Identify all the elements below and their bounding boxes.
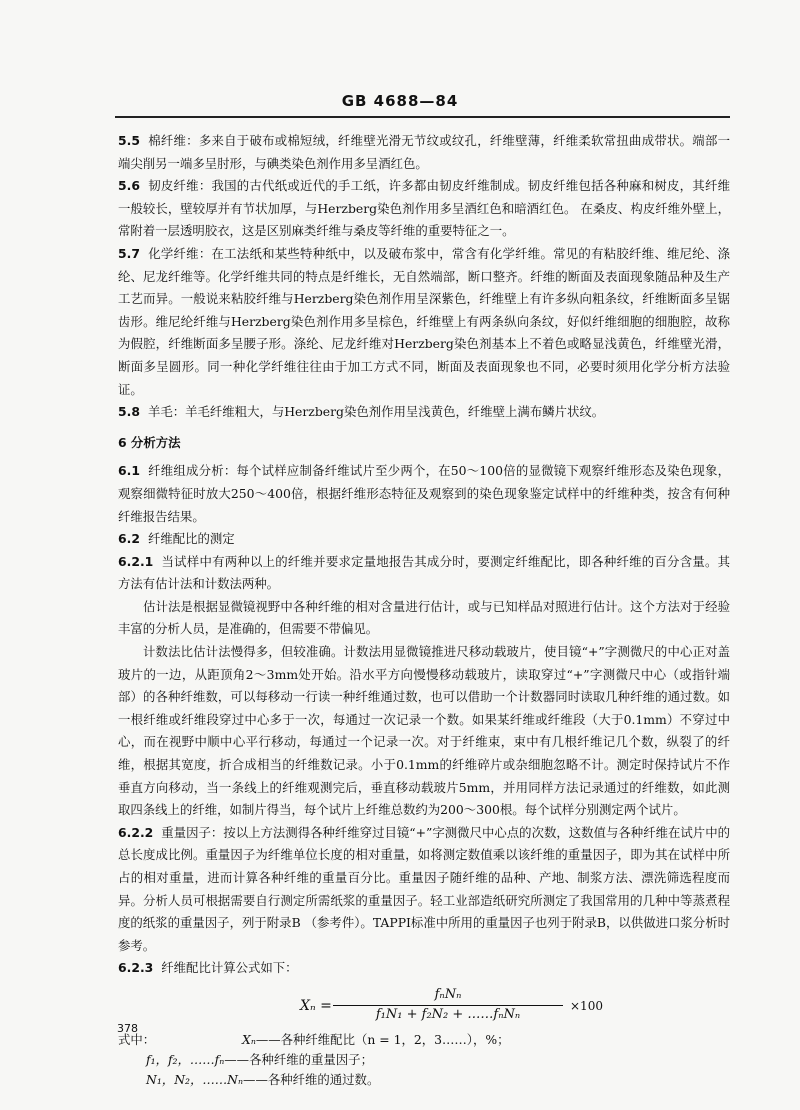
formula-fraction — [333, 986, 563, 1024]
legend-symbol: N₁，N₂，……Nₙ — [146, 1071, 244, 1087]
page-number: 378 — [117, 1022, 138, 1035]
legend-row — [118, 1070, 730, 1090]
clause-6-2-2 — [118, 822, 730, 958]
clause-6-2-3 — [118, 957, 730, 980]
clause-text: 纤维组成分析：每个试样应制备纤维试片至少两个，在50～100倍的显微镜下观察纤维形态及染色现象，观察细微特征时放大250～400倍，根据纤维形态特征及观察到的染色现象鉴定试样中的纤维种类，按含有何种纤维报告结果。 — [118, 463, 730, 524]
formula-multiplier: ×100 — [570, 998, 603, 1013]
clause-number: 6.2.1 — [118, 553, 154, 569]
clause-6-1 — [118, 460, 730, 528]
standard-number-header: GB 4688—84 — [341, 92, 459, 110]
clause-6-2-1 — [118, 551, 730, 596]
clause-number: 6.1 — [118, 463, 140, 479]
header-rule — [115, 116, 730, 118]
clause-number: 6.2.2 — [118, 824, 154, 840]
paragraph-estimation-method: 估计法是根据显微镜视野中各种纤维的相对含量进行估计，或与已知样品对照进行估计。这个方法对于经验丰富的分析人员，是准确的，但需要不带偏见。 — [118, 598, 730, 637]
clause-number: 5.8 — [118, 404, 140, 420]
clause-5-7 — [118, 243, 730, 401]
clause-5-8 — [118, 401, 730, 424]
legend-row — [118, 1030, 730, 1050]
legend-text: ——各种纤维的重量因子； — [224, 1051, 373, 1067]
legend-symbol: f₁，f₂，……fₙ — [146, 1051, 225, 1067]
clause-5-5 — [118, 130, 730, 175]
paragraph-counting-method: 计数法比估计法慢得多，但较准确。计数法用显微镜推进尺移动载玻片，使目镜“+”字测微尺的中心正对盖玻片的一边，从距顶角2～3mm处开始。沿水平方向慢慢移动载玻片，读取穿过“+”字测微尺中心（或指针端部）的各种纤维数，可以每移动一行读一种纤维通过数，也可以借助一个计数器同时读取几种纤维的通过数。如一根纤维或纤维段穿过中心多于一次，每通过一次记录一个数。如果某纤维或纤维段（大于0.1mm）不穿过中心，而在视野中顺中心平行移动，每通过一个记录一次。对于纤维束，束中有几根纤维记几个数，纵裂了的纤维，根据其宽度，折合成相当的纤维数记录。小于0.1mm的纤维碎片或杂细胞忽略不计。测定时保持试片不作垂直方向移动，当一条线上的纤维观测完后，垂直移动载玻片5mm，并用同样方法记录通过的纤维数，如此测取四条线上的纤维，如制片得当，每个试片上纤维总数约为200～300根。每个试样分别测定两个试片。 — [118, 644, 730, 818]
clause-text: 重量因子：按以上方法测得各种纤维穿过目镜“+”字测微尺中心点的次数，这数值与各种纤维在试片中的总长度成比例。重量因子为纤维单位长度的相对重量，如将测定数值乘以该纤维的重量因子，即为其在试样中所占的相对重量，进而计算各种纤维的重量百分比。重量因子随纤维的品种、产地、制浆方法、漂洗筛选程度而异。分析人员可根据需要自行测定所需纸浆的重量因子。轻工业部造纸研究所测定了我国常用的几种中等蒸煮程度的纸浆的重量因子，列于附录B （参考件）。TAPPI标准中所用的重量因子也列于附录B，以供做进口浆分析时参考。 — [118, 824, 730, 953]
clause-text: 当试样中有两种以上的纤维并要求定量地报告其成分时，要测定纤维配比，即各种纤维的百分含量。其方法有估计法和计数法两种。 — [118, 553, 730, 592]
clause-text: 纤维配比的测定 — [147, 531, 235, 547]
formula-denominator: f₁N₁ + f₂N₂ + ……fₙNₙ — [375, 1006, 521, 1022]
clause-number: 6.2.3 — [118, 960, 154, 976]
fiber-ratio-formula — [118, 986, 730, 1026]
legend-text: ——各种纤维配比（n = 1，2，3……），%； — [255, 1031, 510, 1047]
clause-text: 纤维配比计算公式如下： — [161, 960, 298, 976]
legend-symbol: Xₙ — [242, 1031, 256, 1047]
formula-legend — [118, 1030, 730, 1090]
clause-number: 6.2 — [118, 531, 140, 547]
clause-text: 羊毛：羊毛纤维粗大，与Herzberg染色剂作用呈浅黄色，纤维壁上满布鳞片状纹。 — [147, 404, 605, 420]
document-body — [118, 130, 730, 1090]
clause-number: 5.7 — [118, 245, 140, 261]
clause-text: 棉纤维：多来自于破布或棉短绒，纤维壁光滑无节纹或纹孔，纤维壁薄，纤维柔软常扭曲成带状。端部一端尖削另一端多呈肘形，与碘类染色剂作用多呈酒红色。 — [118, 133, 730, 171]
clause-5-6 — [118, 175, 730, 243]
legend-text: ——各种纤维的通过数。 — [243, 1071, 380, 1087]
clause-number: 5.6 — [118, 178, 140, 194]
legend-label: 式中： — [118, 1031, 156, 1047]
formula-lhs: Xₙ = — [300, 997, 332, 1014]
formula-numerator: fₙNₙ — [333, 986, 563, 1006]
legend-row — [118, 1050, 730, 1070]
clause-number: 5.5 — [118, 133, 140, 148]
section-6-heading: 6 分析方法 — [118, 434, 181, 450]
clause-6-2 — [118, 528, 730, 551]
clause-text: 韧皮纤维：我国的古代纸或近代的手工纸，许多都由韧皮纤维制成。韧皮纤维包括各种麻和树皮，其纤维一般较长，壁较厚并有节状加厚，与Herzberg染色剂作用多呈酒红色和暗酒红色。 在桑皮、构皮纤维外壁上，常附着一层透明胶衣，这是区别麻类纤维与桑皮等纤维的重要特征之一。 — [118, 178, 730, 239]
clause-text: 化学纤维：在工法纸和某些特种纸中，以及破布浆中，常含有化学纤维。常见的有粘胶纤维、维尼纶、涤纶、尼龙纤维等。化学纤维共同的特点是纤维长，无自然端部，断口整齐。纤维的断面及表面现象随品种及生产工艺而异。一般说来粘胶纤维与Herzberg染色剂作用呈深紫色，纤维壁上有许多纵向粗条纹，纤维断面多呈锯齿形。维尼纶纤维与Herzberg染色剂作用多呈棕色，纤维壁上有两条纵向条纹，好似纤维细胞的细胞腔，故称为假腔，纤维断面多呈腰子形。涤纶、尼龙纤维对Herzberg染色剂基本上不着色或略显浅黄色，纤维壁光滑，断面多呈圆形。同一种化学纤维往往由于加工方式不同，断面及表面现象也不同，必要时须用化学分析方法验证。 — [118, 245, 730, 397]
